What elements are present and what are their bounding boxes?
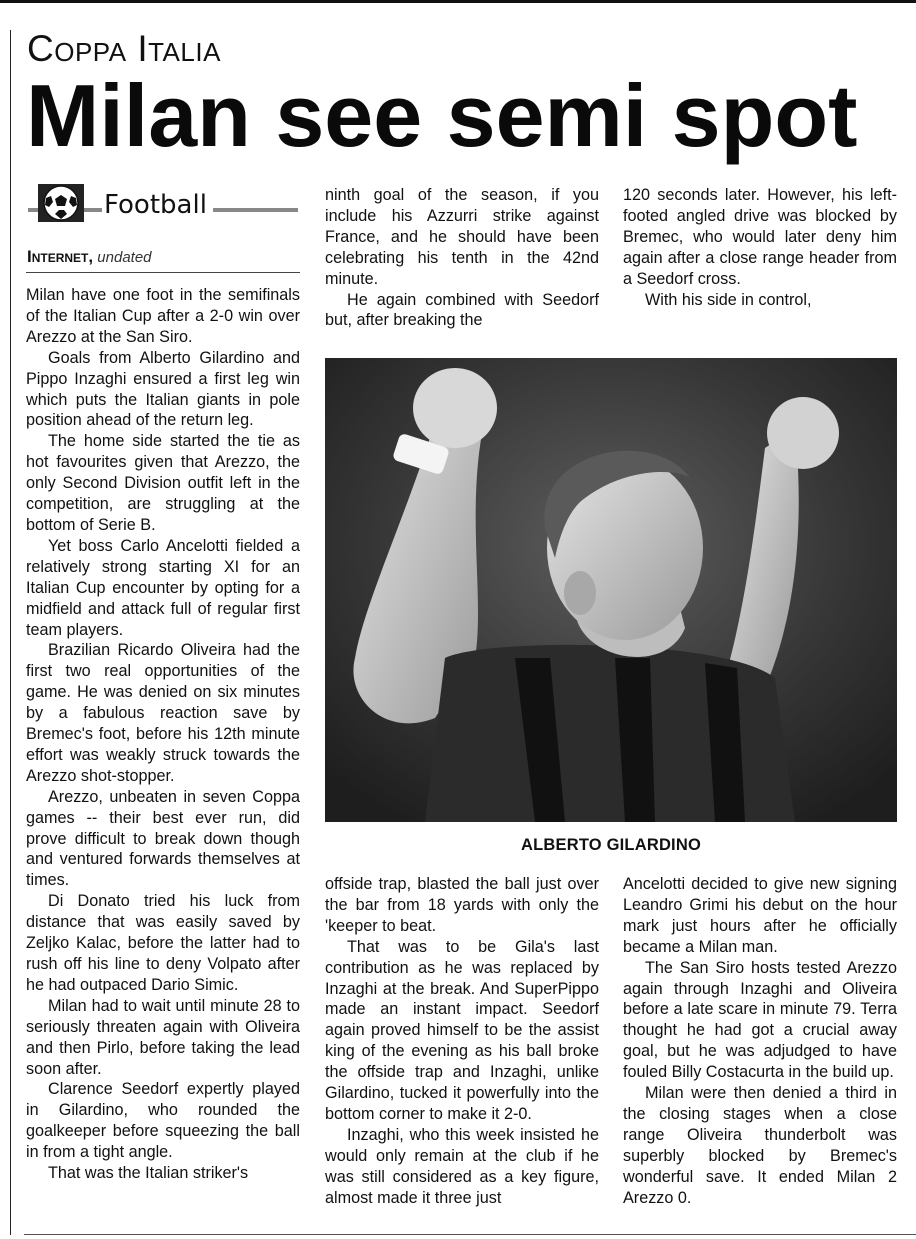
paragraph: That was the Italian striker's (48, 1164, 249, 1183)
paragraph: Di Donato tried his luck from distance that was easily saved by Zeljko Kalac, before the latter had to rush off his line to deny Volpato after he had outpaced Dario Simic. (26, 892, 300, 994)
dateline-place: Internet, (27, 247, 94, 266)
bottom-rule (24, 1234, 916, 1235)
article-column-2-top (325, 185, 599, 331)
dateline (27, 247, 152, 267)
headline: Milan see semi spot (26, 66, 858, 165)
section-label (26, 184, 298, 226)
paragraph: With his side in control, (645, 290, 812, 309)
paragraph: The San Siro hosts tested Arezzo again through Inzaghi and Oliveira before a late scare in minute 79. Terra thought he had got a crucial away goal, but he was adjudged to have fouled Billy Costacurta in the build up. (623, 958, 897, 1082)
paragraph: Brazilian Ricardo Oliveira had the first two real opportunities of the game. He was denied on six minutes by a fabulous reaction save by Bremec's foot, before his 12th minute effort was weakly struck towards the Arezzo shot-stopper. (26, 641, 300, 785)
dateline-when: undated (97, 249, 152, 266)
paragraph: ninth goal of the season, if you include his Azzurri strike against France, and he should have been celebrating his tenth in the 42nd minute. (325, 186, 599, 288)
article-column-1 (26, 285, 300, 1184)
photo-caption: ALBERTO GILARDINO (520, 836, 701, 854)
paragraph: That was to be Gila's last contribution as he was replaced by Inzaghi at the break. And SuperPippo made an instant impact. Seedorf again proved himself to be the assist king of the evening as his ball broke the offside trap and Inzaghi, unlike Gilardino, tucked it powerfully into the bottom corner to make it 2-0. (325, 937, 599, 1123)
paragraph: Clarence Seedorf expertly played in Gilardino, who rounded the goalkeeper before squeezing the ball in from a tight angle. (26, 1080, 300, 1162)
article-column-3-top (623, 185, 897, 310)
paragraph: Inzaghi, who this week insisted he would only remain at the club if he was still considered as a key figure, almost made it three just (325, 1125, 599, 1207)
paragraph: The home side started the tie as hot favourites given that Arezzo, the only Second Division outfit left in the competition, are struggling at the bottom of Serie B. (26, 432, 300, 534)
paragraph: offside trap, blasted the ball just over the bar from 18 yards with only the 'keeper to beat. (325, 875, 599, 935)
paragraph: Milan were then denied a third in the closing stages when a close range Oliveira thunderbolt was superbly blocked by Bremec's wonderful save. It ended Milan 2 Arezzo 0. (623, 1084, 897, 1207)
paragraph: 120 seconds later. However, his left-footed angled drive was blocked by Bremec, who would later deny him again after a close range header from a Seedorf cross. (623, 186, 897, 288)
player-photo-illustration (325, 358, 897, 822)
player-photo (325, 358, 897, 822)
article-column-2-bottom (325, 874, 599, 1209)
left-column-rule (10, 30, 11, 1235)
paragraph: Yet boss Carlo Ancelotti fielded a relatively strong starting XI for an Italian Cup encounter by opting for a midfield and attack full of regular first team players. (26, 536, 300, 639)
football-icon (38, 184, 84, 222)
paragraph: He again combined with Seedorf but, after breaking the (325, 290, 599, 330)
top-rule (0, 0, 916, 3)
section-label-text: Football (102, 190, 213, 220)
paragraph: Arezzo, unbeaten in seven Coppa games -- their best ever run, did prove difficult to break down though and ventured forwards themselves at times. (26, 787, 300, 890)
dateline-rule (26, 272, 300, 273)
paragraph: Ancelotti decided to give new signing Leandro Grimi his debut on the hour mark just hours after he officially became a Milan man. (623, 875, 897, 956)
kicker: Coppa Italia (27, 28, 221, 69)
article-column-3-bottom (623, 874, 897, 1209)
paragraph: Milan had to wait until minute 28 to seriously threaten again with Oliveira and then Pirlo, before taking the lead soon after. (26, 996, 300, 1078)
paragraph: Milan have one foot in the semifinals of the Italian Cup after a 2-0 win over Arezzo at the San Siro. (26, 286, 300, 346)
paragraph: Goals from Alberto Gilardino and Pippo Inzaghi ensured a first leg win which puts the Italian giants in pole position ahead of the return leg. (26, 348, 300, 430)
